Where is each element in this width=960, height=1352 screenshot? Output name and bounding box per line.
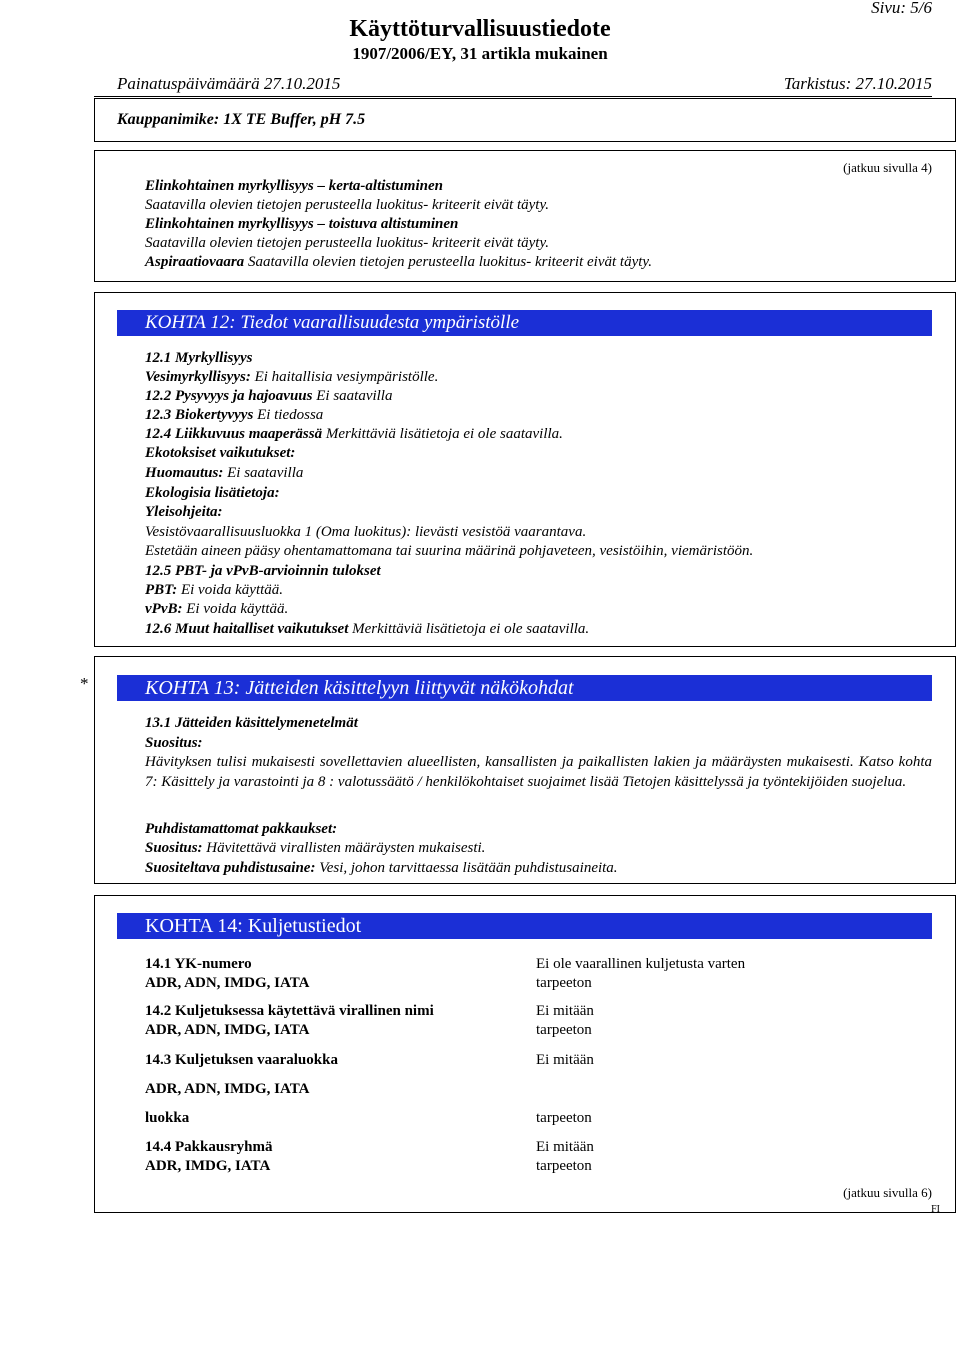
s14-r2-value2: tarpeeton [536,1022,592,1038]
continued-from: (jatkuu sivulla 4) [843,160,932,175]
s12-note [145,464,303,483]
pack-rec-label: Suositus: [145,840,203,856]
s12-aquatic [145,368,438,387]
pbt-value: Ei voida käyttää. [180,582,284,598]
shipping-name-label: 14.2 Kuljetuksessa käytettävä virallinen nimi [145,1003,434,1019]
s14-r2-modes [145,1021,309,1040]
s14-r3-label [145,1051,338,1070]
h2-value: Ei saatavilla [316,388,393,404]
aspiration-label: Aspiraatiovaara [145,254,245,270]
s14-r1-value2: tarpeeton [536,975,592,991]
print-date: Painatuspäivämäärä 27.10.2015 [117,74,341,93]
s13-rec-text: Hävityksen tulisi mukaisesti sovellettavien alueellisten, kansallisten ja paikallisten lakien ja määräysten mukaisesti. Katso kohta 7: Käsittely ja varastointi ja 8 : valotussäätö / henkilökohtaiset suojaimet lisää Tietojen käsittelyssä ja työntekijöiden suojelua. [145,754,932,790]
s13-agent [145,859,618,878]
vpvb-label: vPvB: [145,601,183,617]
h3-value: Ei tiedossa [257,407,324,423]
s12-eco-info-label: Ekologisia lisätietoja: [145,485,280,501]
tox-aspiration [145,253,652,272]
doc-subtitle: 1907/2006/EY, 31 artikla mukainen [352,44,608,63]
s12-h4 [145,425,563,444]
hazard-class-modes: ADR, ADN, IMDG, IATA [145,1081,310,1097]
header-rule [94,96,932,97]
s12-water-class: Vesistövaarallisuusluokka 1 (Oma luokitus): lievästi vesistöä vaarantava. [145,524,587,540]
s12-h2 [145,387,392,406]
doc-title: Käyttöturvallisuustiedote [349,16,611,42]
s14-r4-modes [145,1157,270,1176]
section-13-title: KOHTA 13: Jätteiden käsittelyyn liittyvät näkökohdat [117,675,932,701]
s14-r1-value: Ei ole vaarallinen kuljetusta varten [536,956,746,972]
h6-label: 12.6 Muut haitalliset vaikutukset [145,621,349,637]
vpvb-value: Ei voida käyttää. [186,601,289,617]
language-code: FI [931,1204,940,1215]
page-number: Sivu: 5/6 [871,0,932,17]
revision-date: Tarkistus: 27.10.2015 [783,74,932,93]
s14-r4-label [145,1138,273,1157]
s14-r2-label [145,1002,434,1021]
packing-group-label: 14.4 Pakkausryhmä [145,1139,273,1155]
tox-repeated-label: Elinkohtainen myrkyllisyys – toistuva altistuminen [145,216,459,232]
s12-h6 [145,620,589,639]
revision-marker: * [80,674,89,693]
s14-r3-modes [145,1080,309,1099]
un-number-modes: ADR, ADN, IMDG, IATA [145,975,310,991]
s12-vpvb [145,600,288,619]
s12-h5: 12.5 PBT- ja vPvB-arvioinnin tulokset [145,563,381,579]
tox-repeated-text: Saatavilla olevien tietojen perusteella luokitus- kriteerit eivät täyty. [145,235,550,251]
s12-pbt [145,581,283,600]
hazard-class-label: 14.3 Kuljetuksen vaaraluokka [145,1052,338,1068]
s12-eco-label: Ekotoksiset vaikutukset: [145,445,296,461]
s12-general-label: Yleisohjeita: [145,504,223,520]
s14-r1-label [145,955,252,974]
s13-pack-label: Puhdistamattomat pakkaukset: [145,821,338,837]
h4-label: 12.4 Liikkuvuus maaperässä [145,426,323,442]
un-number-label: 14.1 YK-numero [145,956,252,972]
tox-single-text: Saatavilla olevien tietojen perusteella luokitus- kriteerit eivät täyty. [145,197,550,213]
s14-r2-value: Ei mitään [536,1003,594,1019]
s12-h3 [145,406,323,425]
s12-prevent: Estetään aineen pääsy ohentamattomana tai suurina määrinä pohjaveteen, vesistöihin, viemäristöön. [145,543,754,559]
pack-rec-text: Hävitettävä virallisten määräysten mukaisesti. [206,840,486,856]
aspiration-text: Saatavilla olevien tietojen perusteella luokitus- kriteerit eivät täyty. [247,254,652,270]
packing-group-modes: ADR, IMDG, IATA [145,1158,271,1174]
section-12-title: KOHTA 12: Tiedot vaarallisuudesta ympäristölle [117,310,932,336]
h3-label: 12.3 Biokertyvyys [145,407,254,423]
section-14-title: KOHTA 14: Kuljetustiedot [117,913,932,939]
tox-single-label: Elinkohtainen myrkyllisyys – kerta-altistuminen [145,178,443,194]
s14-r1-modes [145,974,309,993]
class-label: luokka [145,1110,190,1126]
continued-next: (jatkuu sivulla 6) [843,1185,932,1200]
aquatic-value: Ei haitallisia vesiympäristölle. [254,369,439,385]
agent-text: Vesi, johon tarvittaessa lisätään puhdistusaineita. [319,860,618,876]
h2-label: 12.2 Pysyvyys ja hajoavuus [145,388,313,404]
s12-h1: 12.1 Myrkyllisyys [145,350,253,366]
h6-value: Merkittäviä lisätietoja ei ole saatavilla. [352,621,590,637]
s14-r4-value: Ei mitään [536,1139,594,1155]
product-name: Kauppanimike: 1X TE Buffer, pH 7.5 [117,111,366,128]
note-label: Huomautus: [145,465,224,481]
h4-value: Merkittäviä lisätietoja ei ole saatavilla. [325,426,563,442]
note-value: Ei saatavilla [227,465,304,481]
shipping-name-modes: ADR, ADN, IMDG, IATA [145,1022,310,1038]
s13-rec-label: Suositus: [145,735,203,751]
aquatic-label: Vesimyrkyllisyys: [145,369,251,385]
s14-r3-class [145,1109,189,1128]
pbt-label: PBT: [145,582,178,598]
s14-r4-value2: tarpeeton [536,1158,592,1174]
s13-pack-rec [145,839,485,858]
agent-label: Suositeltava puhdistusaine: [145,860,316,876]
s13-h1: 13.1 Jätteiden käsittelymenetelmät [145,715,358,731]
s14-r3-class-value: tarpeeton [536,1110,592,1126]
s14-r3-value: Ei mitään [536,1052,594,1068]
